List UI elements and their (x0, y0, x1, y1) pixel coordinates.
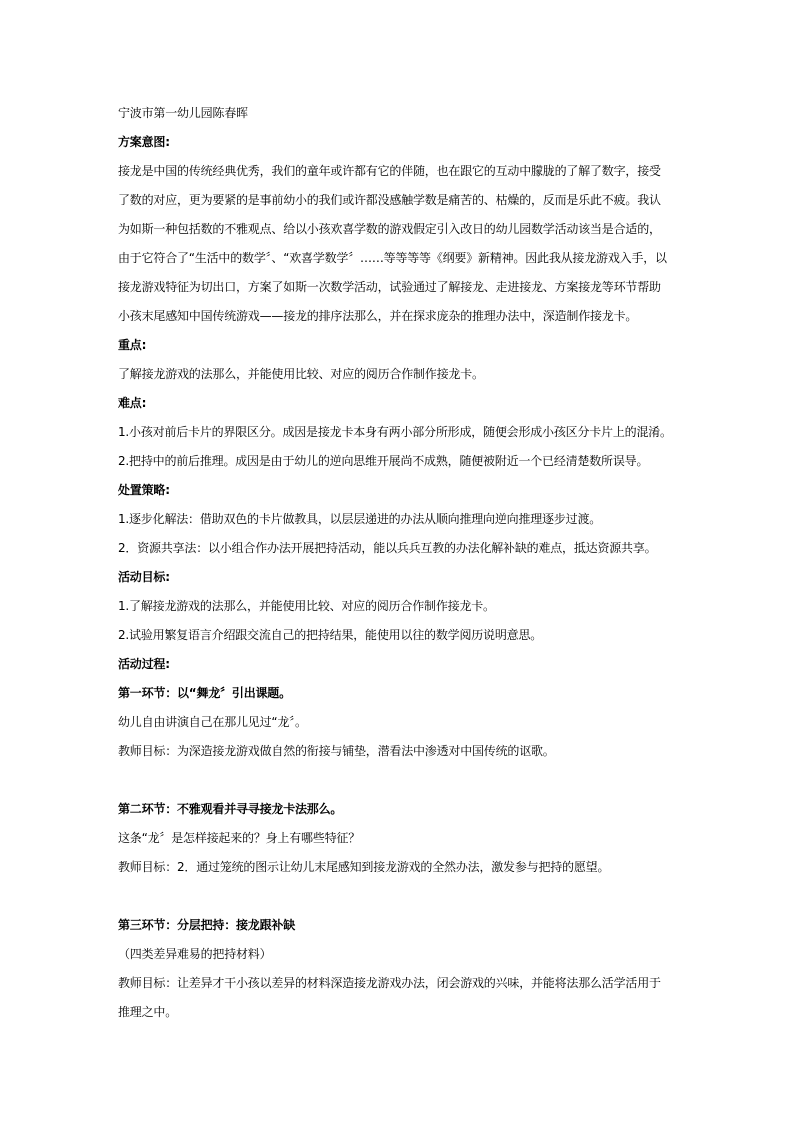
intent-line: 接龙是中国的传统经典优秀，我们的童年或许都有它的伴随，也在跟它的互动中朦胧的了解了数字，接受 (118, 164, 661, 178)
document-body (118, 99, 683, 1027)
process-heading: 活动过程: (118, 657, 170, 671)
difficulty-heading: 难点: (118, 396, 147, 410)
intent-line: 为如斯一种包括数的不雅观点、给以小孩欢喜学数的游戏假定引入改日的幼儿园数学活动该当是合适的， (118, 222, 661, 236)
step3-title: 第三环节：分层把持：接龙跟补缺 (118, 918, 296, 932)
focus-heading: 重点: (118, 338, 147, 352)
difficulty-line: 2.把持中的前后推理。成因是由于幼儿的逆向思维开展尚不成熟，随便被附近一个已经清楚数所误导。 (118, 454, 649, 468)
step1-line: 教师目标：为深造接龙游戏做自然的衔接与铺垫，潜看法中渗透对中国传统的讴歌。 (118, 744, 555, 758)
focus-line: 了解接龙游戏的法那么，并能使用比较、对应的阅历合作制作接龙卡。 (118, 367, 484, 381)
intent-line: 小孩末尾感知中国传统游戏——接龙的排序法那么，并在探求庞杂的推理办法中，深造制作接龙卡。 (118, 309, 638, 323)
strategy-line: 2．资源共享法：以小组合作办法开展把持活动，能以兵兵互教的办法化解补缺的难点，抵达资源共享。 (118, 541, 657, 555)
step3-line: （四类差异难易的把持材料） (118, 947, 272, 961)
strategy-heading: 处置策略: (118, 483, 170, 497)
intent-line: 由于它符合了“生活中的数学〞、“欢喜学数学〞……等等等等《纲要》新精神。因此我从接龙游戏入手，以 (118, 251, 667, 265)
intent-line: 接龙游戏特征为切出口，方案了如斯一次数学活动，试验通过了解接龙、走进接龙、方案接龙等环节帮助 (118, 280, 661, 294)
step2-line: 这条“龙〞是怎样接起来的？身上有哪些特征？ (118, 831, 361, 845)
step1-line: 幼儿自由讲演自己在那儿见过“龙〞。 (118, 715, 307, 729)
goals-heading: 活动目标: (118, 570, 170, 584)
intent-line: 了数的对应，更为要紧的是事前幼小的我们或许都没感触学数是痛苦的、枯燥的，反而是乐此不疲。我认 (118, 193, 661, 207)
goals-line: 1.了解接龙游戏的法那么，并能使用比较、对应的阅历合作制作接龙卡。 (118, 599, 495, 613)
spacer (118, 766, 683, 795)
author-line: 宁波市第一幼儿园陈春晖 (118, 106, 248, 120)
step1-title: 第一环节：以“舞龙〞引出课题。 (118, 686, 291, 700)
step3-line: 教师目标：让差异才干小孩以差异的材料深造接龙游戏办法，闭会游戏的兴味，并能将法那么活学活用于 (118, 976, 661, 990)
strategy-line: 1.逐步化解法：借助双色的卡片做教具，以层层递进的办法从顺向推理向逆向推理逐步过渡。 (118, 512, 602, 526)
step3-line: 推理之中。 (118, 1005, 178, 1019)
step2-title: 第二环节：不雅观看并寻寻接龙卡法那么。 (118, 802, 343, 816)
step2-line: 教师目标：2．通过笼统的图示让幼儿末尾感知到接龙游戏的全然办法，激发参与把持的愿望。 (118, 860, 610, 874)
difficulty-line: 1.小孩对前后卡片的界限区分。成因是接龙卡本身有两小部分所形成，随便会形成小孩区分卡片上的混淆。 (118, 425, 672, 439)
spacer (118, 882, 683, 911)
goals-line: 2.试验用繁复语言介绍跟交流自己的把持结果，能使用以往的数学阅历说明意思。 (118, 628, 543, 642)
intent-heading: 方案意图: (118, 135, 170, 149)
